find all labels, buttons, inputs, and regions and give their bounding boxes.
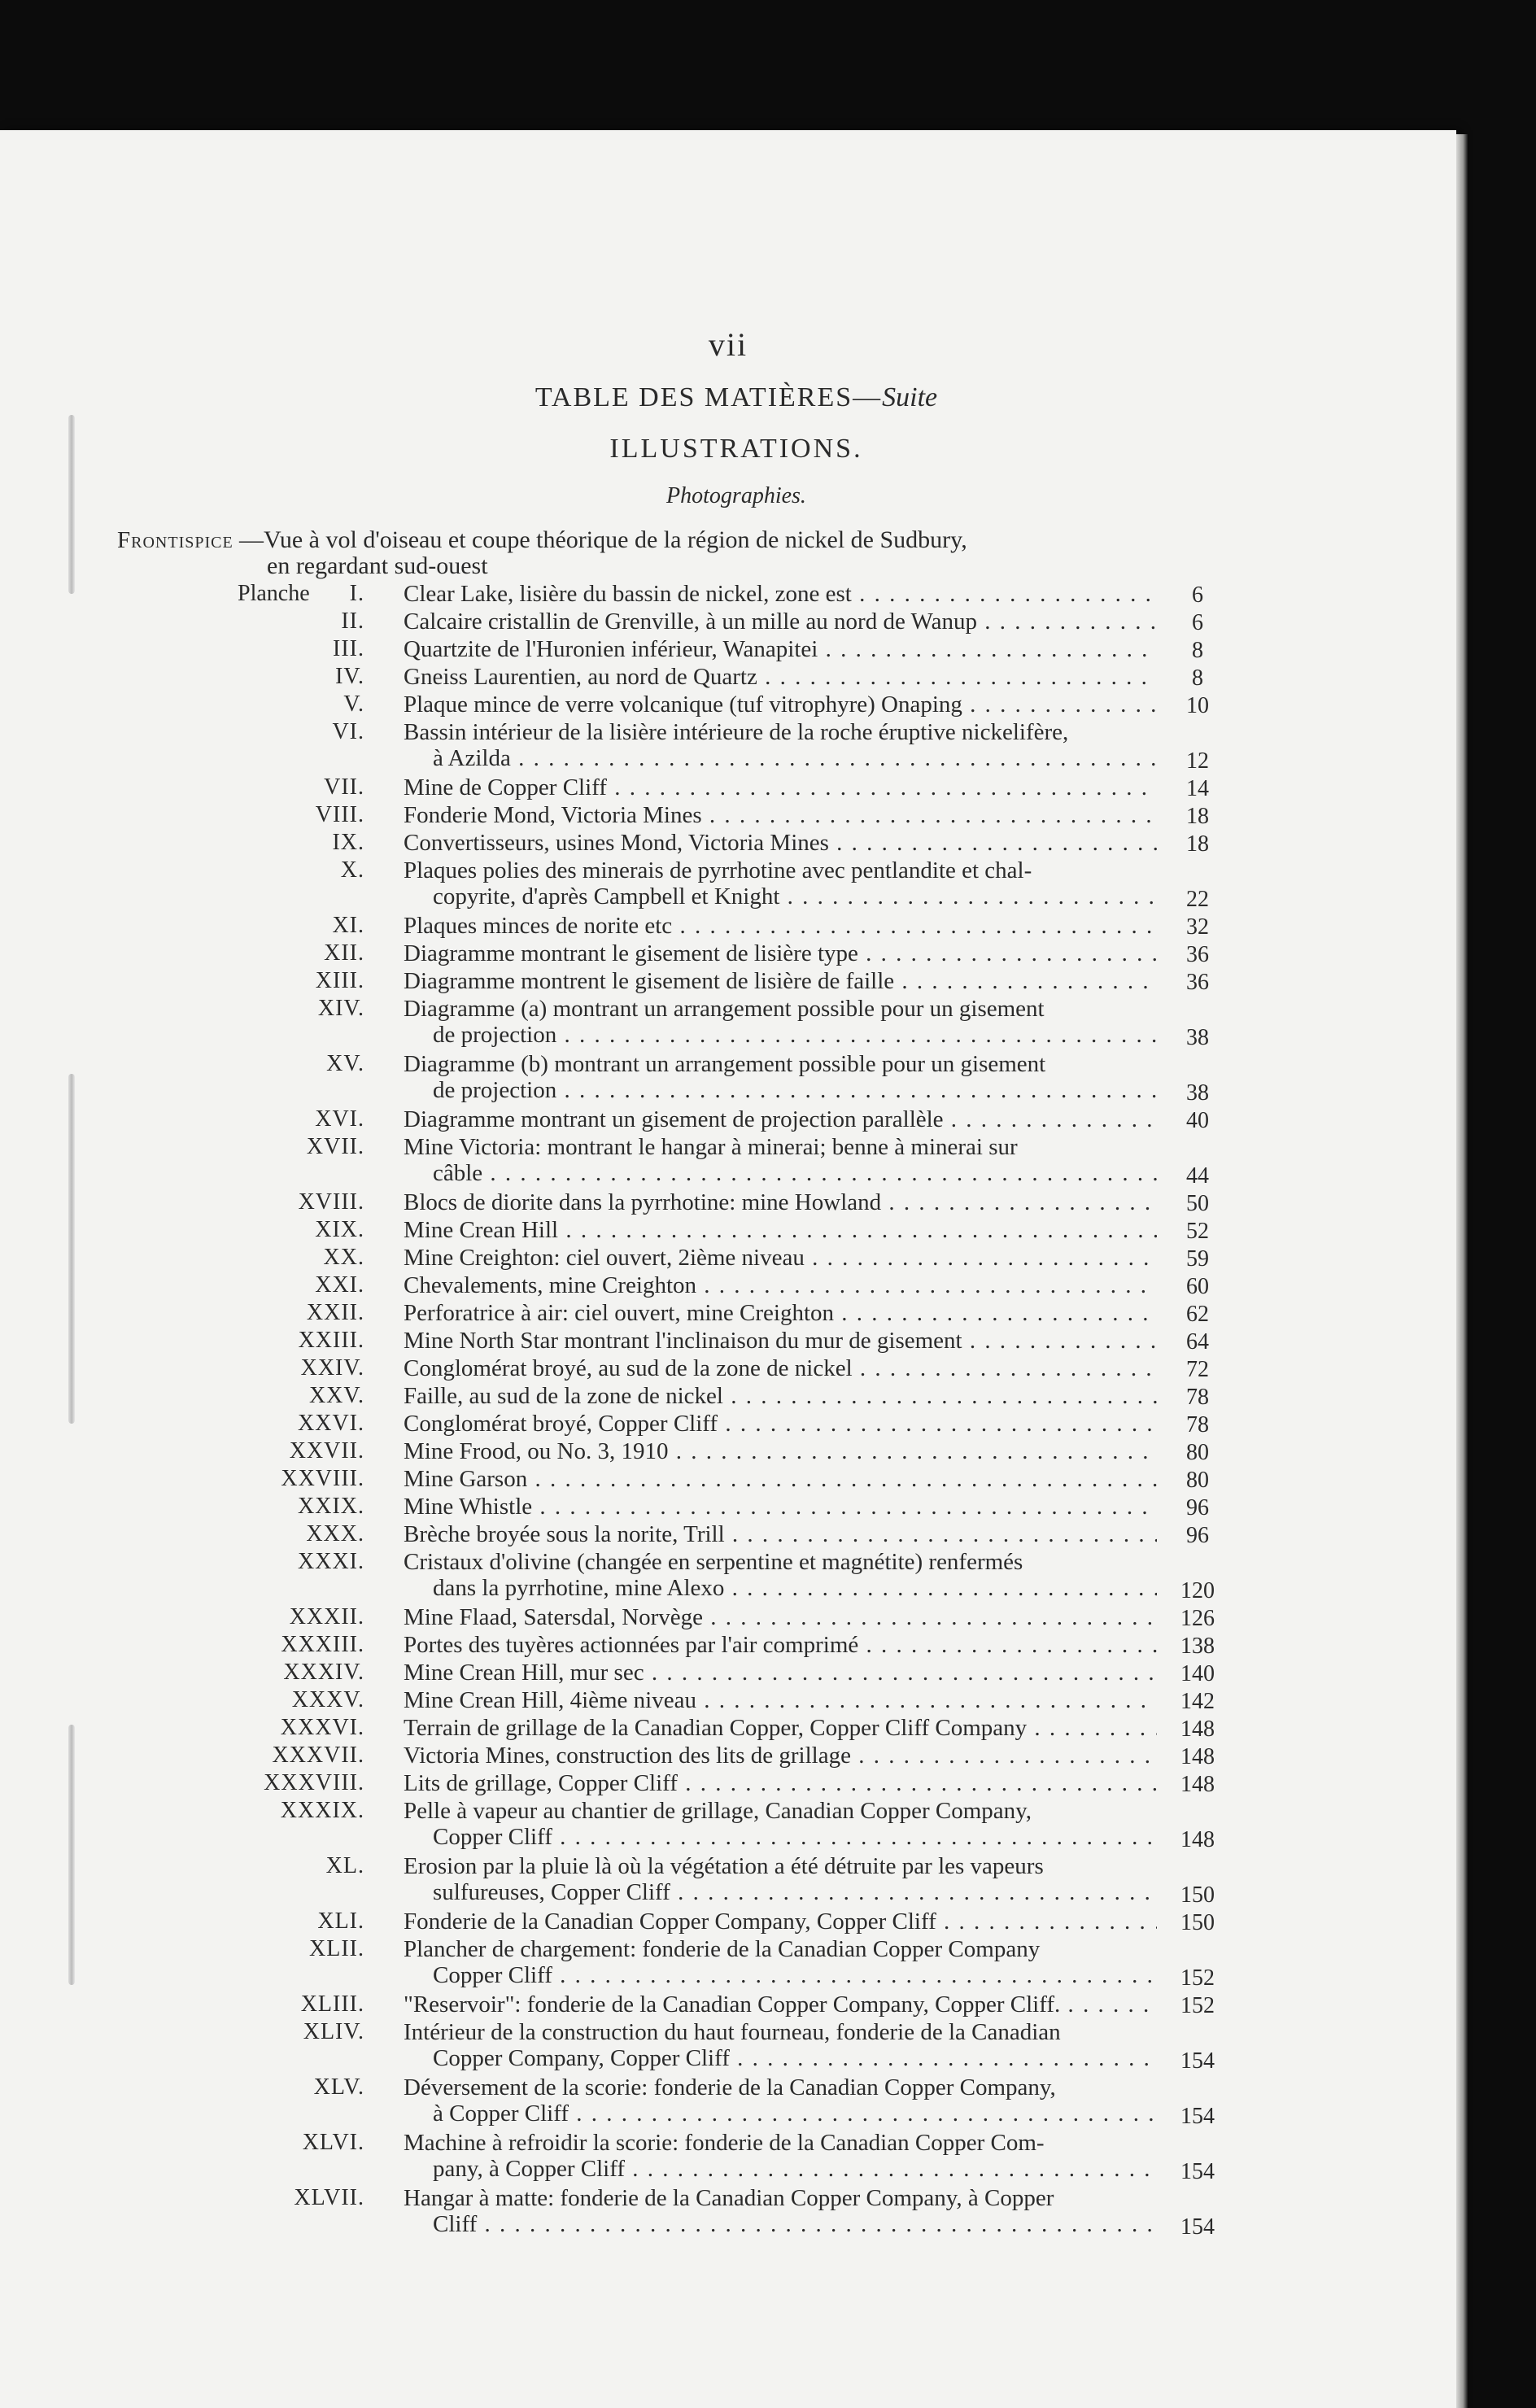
plate-caption bbox=[404, 719, 1157, 771]
page-ref: 44 bbox=[1186, 1163, 1209, 1189]
plate-number: XXIV. bbox=[300, 1355, 364, 1381]
page-ref: 152 bbox=[1180, 1993, 1215, 2018]
plate-number: XVIII. bbox=[298, 1189, 364, 1215]
frontispiece-line1: —Vue à vol d'oiseau et coupe théorique de la région de nickel de Sudbury, bbox=[239, 526, 967, 553]
plate-caption: Mine Frood, ou No. 3, 1910 . . . bbox=[404, 1438, 1157, 1464]
table-row bbox=[0, 2130, 1456, 2185]
table-row bbox=[0, 996, 1456, 1051]
table-row bbox=[0, 1189, 1456, 1217]
plate-number: XXXII. bbox=[289, 1604, 364, 1629]
page-ref: 12 bbox=[1186, 748, 1209, 774]
plate-caption: Quartzite de l'Huronien inférieur, Wanapitei . . . bbox=[404, 636, 1157, 662]
plate-number: XXVI. bbox=[298, 1411, 364, 1436]
table-row bbox=[0, 1438, 1456, 1466]
table-row bbox=[0, 1217, 1456, 1245]
plate-caption: Mine North Star montrant l'inclinaison du mur de gisement . . . bbox=[404, 1328, 1157, 1354]
page-ref: 59 bbox=[1186, 1246, 1209, 1272]
page-ref: 78 bbox=[1186, 1412, 1209, 1437]
plate-caption bbox=[404, 996, 1157, 1048]
page-ref: 62 bbox=[1186, 1302, 1209, 1327]
table-row bbox=[0, 857, 1456, 913]
section-title: ILLUSTRATIONS. bbox=[609, 434, 863, 464]
page-ref: 50 bbox=[1186, 1191, 1209, 1216]
plate-caption: Convertisseurs, usines Mond, Victoria Mines . . . bbox=[404, 830, 1157, 856]
table-row bbox=[0, 802, 1456, 830]
plate-number: XL. bbox=[325, 1853, 364, 1878]
plate-caption bbox=[404, 2074, 1157, 2127]
page-ref: 148 bbox=[1180, 1827, 1215, 1852]
table-row bbox=[0, 1853, 1456, 1909]
caption-line: Cliff . . . bbox=[404, 2211, 1157, 2237]
plate-number: XXXIX. bbox=[280, 1798, 364, 1823]
caption-line: Plaques polies des minerais de pyrrhotine avec pentlandite et chal- bbox=[404, 857, 1032, 883]
table-row bbox=[0, 1936, 1456, 1991]
table-row bbox=[0, 1521, 1456, 1549]
plate-number: V. bbox=[343, 691, 364, 717]
plate-number: XLVII. bbox=[294, 2185, 364, 2210]
table-row bbox=[0, 1245, 1456, 1272]
plate-caption bbox=[404, 1936, 1157, 1988]
table-row bbox=[0, 1770, 1456, 1798]
page-ref: 96 bbox=[1186, 1495, 1209, 1520]
plate-caption bbox=[404, 1134, 1157, 1186]
caption-line: Copper Cliff . . . bbox=[404, 1962, 1157, 1988]
page-edge bbox=[1456, 134, 1468, 2408]
plate-number: XIII. bbox=[315, 968, 364, 993]
plate-number: XXXVIII. bbox=[264, 1770, 364, 1795]
table-row bbox=[0, 1328, 1456, 1355]
plate-caption: Diagramme montrant le gisement de lisière type . . . bbox=[404, 940, 1157, 966]
plate-caption: Conglomérat broyé, Copper Cliff . . . bbox=[404, 1411, 1157, 1437]
plate-caption: Calcaire cristallin de Grenville, à un mille au nord de Wanup . . . bbox=[404, 609, 1157, 635]
plate-caption: Brèche broyée sous la norite, Trill . . . bbox=[404, 1521, 1157, 1547]
plate-number: XVI. bbox=[315, 1106, 364, 1132]
caption-line: Erosion par la pluie là où la végétation a été détruite par les vapeurs bbox=[404, 1853, 1044, 1879]
caption-line: Bassin intérieur de la lisière intérieure de la roche éruptive nickelifère, bbox=[404, 719, 1069, 745]
page-ref: 138 bbox=[1180, 1634, 1215, 1659]
caption-line: à Azilda . . . bbox=[404, 745, 1157, 771]
plate-caption bbox=[404, 857, 1157, 910]
plate-number: III. bbox=[333, 636, 364, 661]
plate-number: XV. bbox=[326, 1051, 364, 1076]
plate-number: XVII. bbox=[306, 1134, 364, 1159]
plate-number: XIX. bbox=[315, 1217, 364, 1242]
page-number: vii bbox=[708, 326, 748, 363]
table-row bbox=[0, 1355, 1456, 1383]
plate-number: XXX. bbox=[306, 1521, 364, 1546]
plate-caption: Diagramme montrent le gisement de lisière de faille . . . bbox=[404, 968, 1157, 994]
page-ref: 140 bbox=[1180, 1661, 1215, 1686]
plate-caption: Terrain de grillage de la Canadian Copper, Copper Cliff Company . . . bbox=[404, 1715, 1157, 1741]
toc-title: TABLE DES MATIÈRES—Suite bbox=[535, 382, 938, 412]
table-row bbox=[0, 1494, 1456, 1521]
table-row bbox=[0, 719, 1456, 774]
caption-line: Déversement de la scorie: fonderie de la Canadian Copper Company, bbox=[404, 2074, 1056, 2100]
plate-number: X. bbox=[340, 857, 364, 883]
frontispiece-line2: en regardant sud-ouest bbox=[267, 552, 488, 579]
plate-number: XXIX. bbox=[298, 1494, 364, 1519]
plate-number: I. bbox=[349, 581, 364, 606]
table-row bbox=[0, 609, 1456, 636]
plate-number: XXXV. bbox=[291, 1687, 364, 1712]
plate-number: XLII. bbox=[309, 1936, 364, 1961]
caption-line: Diagramme (a) montrant un arrangement possible pour un gisement bbox=[404, 996, 1045, 1022]
subsection-title: Photographies. bbox=[666, 483, 806, 508]
plate-number: XIV. bbox=[317, 996, 364, 1021]
caption-line: pany, à Copper Cliff . . . bbox=[404, 2156, 1157, 2182]
page-ref: 96 bbox=[1186, 1523, 1209, 1548]
caption-line: Intérieur de la construction du haut fourneau, fonderie de la Canadian bbox=[404, 2019, 1061, 2045]
plate-number: XLIV. bbox=[303, 2019, 364, 2044]
plate-number: XLI. bbox=[317, 1909, 364, 1934]
table-row bbox=[0, 830, 1456, 857]
plate-number: IV. bbox=[335, 664, 364, 689]
page-ref: 148 bbox=[1180, 1772, 1215, 1797]
frontispiece-entry bbox=[117, 526, 1212, 579]
caption-line: Copper Cliff . . . bbox=[404, 1824, 1157, 1850]
caption-line: Plancher de chargement: fonderie de la Canadian Copper Company bbox=[404, 1936, 1041, 1962]
plate-caption: Mine de Copper Cliff . . . bbox=[404, 774, 1157, 800]
table-row bbox=[0, 691, 1456, 719]
plate-number: XXXVI. bbox=[280, 1715, 364, 1740]
plate-number: XI. bbox=[332, 913, 364, 938]
plate-caption bbox=[404, 1051, 1157, 1103]
page-ref: 10 bbox=[1186, 693, 1209, 718]
plate-number: XXII. bbox=[306, 1300, 364, 1325]
caption-line: à Copper Cliff . . . bbox=[404, 2100, 1157, 2127]
plate-caption: Gneiss Laurentien, au nord de Quartz . . . bbox=[404, 664, 1157, 690]
table-row bbox=[0, 940, 1456, 968]
caption-line: Cristaux d'olivine (changée en serpentine et magnétite) renfermés bbox=[404, 1549, 1023, 1575]
page-ref: 148 bbox=[1180, 1717, 1215, 1742]
plate-number: IX. bbox=[332, 830, 364, 855]
plate-number: XXVII. bbox=[289, 1438, 364, 1464]
caption-line: Diagramme (b) montrant un arrangement possible pour un gisement bbox=[404, 1051, 1046, 1077]
caption-line: copyrite, d'après Campbell et Knight . . . bbox=[404, 883, 1157, 910]
plate-number: XXI. bbox=[315, 1272, 364, 1298]
plate-number: XXXIII. bbox=[281, 1632, 364, 1657]
plate-number: II. bbox=[341, 609, 364, 634]
page-ref: 18 bbox=[1186, 804, 1209, 829]
page-ref: 6 bbox=[1192, 582, 1203, 608]
table-row bbox=[0, 774, 1456, 802]
table-row bbox=[0, 1411, 1456, 1438]
table-row bbox=[0, 1134, 1456, 1189]
plate-number: XXV. bbox=[308, 1383, 364, 1408]
plate-caption: Chevalements, mine Creighton . . . bbox=[404, 1272, 1157, 1298]
table-row bbox=[0, 664, 1456, 691]
page-ref: 154 bbox=[1180, 2104, 1215, 2129]
plate-caption: Portes des tuyères actionnées par l'air comprimé . . . bbox=[404, 1632, 1157, 1658]
table-row bbox=[0, 1991, 1456, 2019]
page-ref: 80 bbox=[1186, 1440, 1209, 1465]
plate-number: XXIII. bbox=[298, 1328, 364, 1353]
page-ref: 150 bbox=[1180, 1882, 1215, 1908]
plate-caption: Clear Lake, lisière du bassin de nickel, zone est . . . bbox=[404, 581, 1157, 607]
table-row bbox=[0, 1300, 1456, 1328]
page-ref: 40 bbox=[1186, 1108, 1209, 1133]
caption-line: Copper Company, Copper Cliff . . . bbox=[404, 2045, 1157, 2071]
plate-caption: Mine Flaad, Satersdal, Norvège . . . bbox=[404, 1604, 1157, 1630]
page-ref: 36 bbox=[1186, 970, 1209, 995]
page-ref: 14 bbox=[1186, 776, 1209, 801]
table-row bbox=[0, 1051, 1456, 1106]
table-row bbox=[0, 581, 1456, 609]
table-row bbox=[0, 2019, 1456, 2074]
plate-number: XLVI. bbox=[302, 2130, 364, 2155]
page-ref: 60 bbox=[1186, 1274, 1209, 1299]
caption-line: Hangar à matte: fonderie de la Canadian Copper Company, à Copper bbox=[404, 2185, 1054, 2211]
page-ref: 142 bbox=[1180, 1689, 1215, 1714]
table-row bbox=[0, 2074, 1456, 2130]
page-ref: 18 bbox=[1186, 831, 1209, 857]
plate-caption: Victoria Mines, construction des lits de grillage . . . bbox=[404, 1743, 1157, 1769]
plate-caption bbox=[404, 2019, 1157, 2071]
plate-caption: Mine Crean Hill, 4ième niveau . . . bbox=[404, 1687, 1157, 1713]
table-row bbox=[0, 1743, 1456, 1770]
page-ref: 150 bbox=[1180, 1910, 1215, 1935]
plate-caption: Blocs de diorite dans la pyrrhotine: mine Howland . . . bbox=[404, 1189, 1157, 1215]
page-ref: 52 bbox=[1186, 1219, 1209, 1244]
page-ref: 8 bbox=[1192, 638, 1203, 663]
plate-number: XX. bbox=[323, 1245, 364, 1270]
page-ref: 8 bbox=[1192, 665, 1203, 691]
table-row bbox=[0, 1715, 1456, 1743]
page-ref: 126 bbox=[1180, 1606, 1215, 1631]
table-row bbox=[0, 1660, 1456, 1687]
plate-caption bbox=[404, 2130, 1157, 2182]
caption-line: de projection . . . bbox=[404, 1022, 1157, 1048]
plate-number: VIII. bbox=[315, 802, 364, 827]
caption-line: câble . . . bbox=[404, 1160, 1157, 1186]
plate-caption bbox=[404, 1798, 1157, 1850]
page-ref: 78 bbox=[1186, 1385, 1209, 1410]
plate-caption: Mine Garson . . . bbox=[404, 1466, 1157, 1492]
plate-number: VII. bbox=[324, 774, 364, 800]
plate-number: XXXIV. bbox=[283, 1660, 364, 1685]
plate-caption bbox=[404, 2185, 1157, 2237]
page-ref: 152 bbox=[1180, 1965, 1215, 1991]
page-ref: 148 bbox=[1180, 1744, 1215, 1769]
table-row bbox=[0, 1604, 1456, 1632]
table-row bbox=[0, 1383, 1456, 1411]
table-row bbox=[0, 2185, 1456, 2240]
page-ref: 120 bbox=[1180, 1578, 1215, 1603]
table-row bbox=[0, 1798, 1456, 1853]
page-ref: 36 bbox=[1186, 942, 1209, 967]
plate-caption: Plaques minces de norite etc . . . bbox=[404, 913, 1157, 939]
plate-caption: Mine Whistle . . . bbox=[404, 1494, 1157, 1520]
caption-line: de projection . . . bbox=[404, 1077, 1157, 1103]
frontispiece-label: Frontispice bbox=[117, 527, 233, 553]
page-ref: 80 bbox=[1186, 1468, 1209, 1493]
plate-number: XII. bbox=[324, 940, 364, 966]
planche-label: Planche bbox=[238, 581, 310, 606]
page-ref: 38 bbox=[1186, 1080, 1209, 1106]
caption-line: Mine Victoria: montrant le hangar à minerai; benne à minerai sur bbox=[404, 1134, 1018, 1160]
plate-caption bbox=[404, 1549, 1157, 1601]
plate-number: XLV. bbox=[313, 2074, 364, 2100]
page-ref: 64 bbox=[1186, 1329, 1209, 1354]
plate-caption bbox=[404, 1853, 1157, 1905]
page-ref: 32 bbox=[1186, 914, 1209, 940]
plate-caption: Mine Creighton: ciel ouvert, 2ième niveau . . . bbox=[404, 1245, 1157, 1271]
plate-number: XLIII. bbox=[300, 1991, 364, 2017]
plate-caption: Fonderie de la Canadian Copper Company, Copper Cliff . . . bbox=[404, 1909, 1157, 1935]
table-row bbox=[0, 1687, 1456, 1715]
page-ref: 22 bbox=[1186, 887, 1209, 912]
table-row bbox=[0, 1272, 1456, 1300]
caption-line: sulfureuses, Copper Cliff . . . bbox=[404, 1879, 1157, 1905]
plate-caption: "Reservoir": fonderie de la Canadian Copper Company, Copper Cliff. . . . bbox=[404, 1991, 1157, 2018]
plate-caption: Lits de grillage, Copper Cliff . . . bbox=[404, 1770, 1157, 1796]
table-row bbox=[0, 1466, 1456, 1494]
table-row bbox=[0, 636, 1456, 664]
plate-number: VI. bbox=[332, 719, 364, 744]
table-row bbox=[0, 1909, 1456, 1936]
page-ref: 154 bbox=[1180, 2048, 1215, 2074]
plate-caption: Mine Crean Hill . . . bbox=[404, 1217, 1157, 1243]
plate-caption: Perforatrice à air: ciel ouvert, mine Creighton . . . bbox=[404, 1300, 1157, 1326]
page-ref: 154 bbox=[1180, 2214, 1215, 2240]
table-row bbox=[0, 1632, 1456, 1660]
plate-list bbox=[0, 581, 1456, 2240]
caption-line: Machine à refroidir la scorie: fonderie de la Canadian Copper Com- bbox=[404, 2130, 1045, 2156]
page-ref: 38 bbox=[1186, 1025, 1209, 1050]
table-row bbox=[0, 1106, 1456, 1134]
page-ref: 6 bbox=[1192, 610, 1203, 635]
plate-caption: Diagramme montrant un gisement de projection parallèle . . . bbox=[404, 1106, 1157, 1132]
caption-line: Pelle à vapeur au chantier de grillage, Canadian Copper Company, bbox=[404, 1798, 1032, 1824]
plate-caption: Conglomérat broyé, au sud de la zone de nickel . . . bbox=[404, 1355, 1157, 1381]
page-ref: 154 bbox=[1180, 2159, 1215, 2184]
page-ref: 72 bbox=[1186, 1357, 1209, 1382]
plate-number: XXXI. bbox=[298, 1549, 364, 1574]
plate-number: XXXVII. bbox=[272, 1743, 364, 1768]
plate-caption: Fonderie Mond, Victoria Mines . . . bbox=[404, 802, 1157, 828]
table-row bbox=[0, 968, 1456, 996]
plate-caption: Mine Crean Hill, mur sec . . . bbox=[404, 1660, 1157, 1686]
plate-caption: Plaque mince de verre volcanique (tuf vitrophyre) Onaping . . . bbox=[404, 691, 1157, 718]
table-row bbox=[0, 913, 1456, 940]
plate-caption: Faille, au sud de la zone de nickel . . . bbox=[404, 1383, 1157, 1409]
plate-number: XXVIII. bbox=[281, 1466, 364, 1491]
table-row bbox=[0, 1549, 1456, 1604]
caption-line: dans la pyrrhotine, mine Alexo . . . bbox=[404, 1575, 1157, 1601]
